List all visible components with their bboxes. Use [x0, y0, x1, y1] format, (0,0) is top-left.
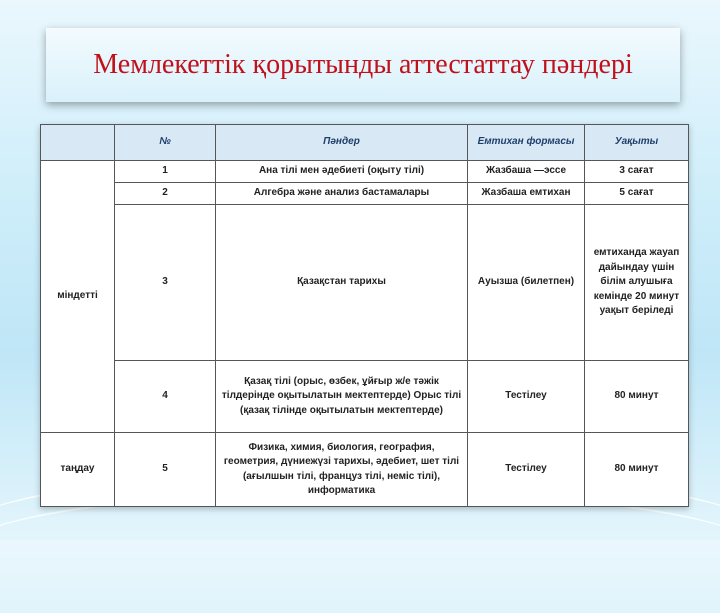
row-exam-form: Жазбаша —эссе [468, 161, 585, 183]
table-row [41, 205, 689, 361]
table-row [41, 433, 689, 507]
row-subject: Қазақстан тарихы [216, 205, 468, 361]
header-time: Уақыты [585, 125, 689, 161]
header-exam-form: Емтихан формасы [468, 125, 585, 161]
row-number: 4 [115, 361, 216, 433]
subjects-table [40, 124, 689, 507]
row-number: 3 [115, 205, 216, 361]
row-time: 5 сағат [585, 183, 689, 205]
row-subject: Ана тілі мен әдебиеті (оқыту тілі) [216, 161, 468, 183]
row-time: 3 сағат [585, 161, 689, 183]
row-time: емтиханда жауап дайындау үшін білім алушыға кемінде 20 минут уақыт беріледі [585, 205, 689, 361]
row-time: 80 минут [585, 361, 689, 433]
table-row [41, 183, 689, 205]
header-empty [41, 125, 115, 161]
row-subject: Физика, химия, биология, география, геометрия, дүниежүзі тарихы, әдебиет, шет тілі (ағылшын тілі, француз тілі, неміс тілі), информатика [216, 433, 468, 507]
row-number: 2 [115, 183, 216, 205]
header-subjects: Пәндер [216, 125, 468, 161]
category-elective: таңдау [41, 433, 115, 507]
row-number: 5 [115, 433, 216, 507]
row-exam-form: Тестілеу [468, 361, 585, 433]
table-row [41, 361, 689, 433]
background-wave [0, 490, 720, 613]
category-mandatory: міндетті [41, 161, 115, 433]
row-exam-form: Ауызша (билетпен) [468, 205, 585, 361]
row-time: 80 минут [585, 433, 689, 507]
row-number: 1 [115, 161, 216, 183]
row-subject: Қазақ тілі (орыс, өзбек, ұйғыр ж/е тәжік тілдерінде оқытылатын мектептерде) Орыс тілі (қазақ тілінде оқытылатын мектептерде) [216, 361, 468, 433]
header-number: № [115, 125, 216, 161]
table-header-row [41, 125, 689, 161]
row-exam-form: Тестілеу [468, 433, 585, 507]
row-subject: Алгебра және анализ бастамалары [216, 183, 468, 205]
title-banner [46, 28, 680, 102]
slide-title: Мемлекеттік қорытынды аттестаттау пәндері [93, 49, 633, 80]
row-exam-form: Жазбаша емтихан [468, 183, 585, 205]
table-row [41, 161, 689, 183]
